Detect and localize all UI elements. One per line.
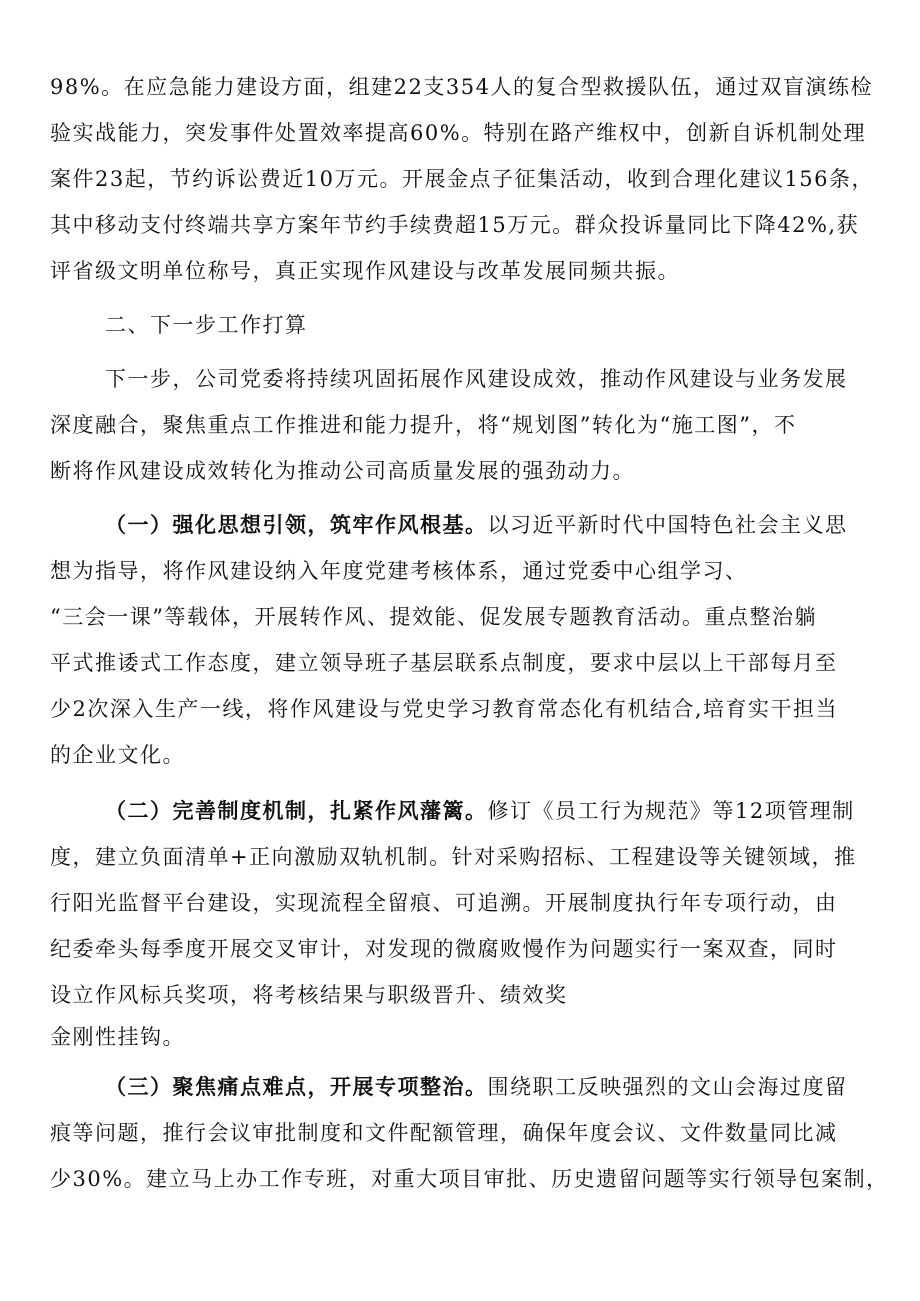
subsection-first-line — [105, 1072, 848, 1102]
subsection-text: 以习近平新时代中国特色社会主义思 — [487, 513, 848, 537]
subsection-title: （三）聚焦痛点难点，开展专项整治。 — [105, 1074, 488, 1099]
paragraph-line: 评省级文明单位称号，真正实现作风建设与改革发展同频共振。 — [50, 259, 680, 283]
paragraph-line: 金刚性挂钩。 — [50, 1025, 185, 1049]
paragraph-line: 深度融合，聚焦重点工作推进和能力提升，将“规划图”转化为“施工图”，不 — [50, 413, 797, 437]
paragraph-line: 想为指导，将作风建设纳入年度党建考核体系，通过党委中心组学习、 — [50, 559, 748, 583]
paragraph-line: 少30%。建立马上办工作专班，对重大项目审批、历史遗留问题等实行领导包案制， — [50, 1167, 889, 1191]
section-heading: 二、下一步工作打算 — [105, 313, 308, 337]
paragraph-line: 平式推诿式工作态度，建立领导班子基层联系点制度，要求中层以上干部每月至 — [50, 651, 838, 675]
paragraph-line: 案件23起，节约诉讼费近10万元。开展金点子征集活动，收到合理化建议156条， — [50, 167, 875, 191]
paragraph-line: 痕等问题，推行会议审批制度和文件配额管理，确保年度会议、文件数量同比减 — [50, 1121, 838, 1145]
subsection-text: 围绕职工反映强烈的文山会海过度留 — [487, 1075, 848, 1099]
paragraph-line: 行阳光监督平台建设，实现流程全留痕、可追溯。开展制度执行年专项行动，由 — [50, 891, 838, 915]
paragraph-line: 的企业文化。 — [50, 743, 185, 767]
paragraph-line: 下一步，公司党委将持续巩固拓展作风建设成效，推动作风建设与业务发展 — [105, 367, 848, 391]
paragraph-line: 少2次深入生产一线，将作风建设与党史学习教育常态化有机结合,培育实干担当 — [50, 697, 839, 721]
paragraph-line: “三会一课”等载体，开展转作风、提效能、促发展专题教育活动。重点整治躺 — [50, 605, 817, 629]
paragraph-line: 度，建立负面清单+正向激励双轨机制。针对采购招标、工程建设等关键领域，推 — [50, 845, 857, 869]
subsection-title: （二）完善制度机制，扎紧作风藩篱。 — [105, 798, 488, 823]
paragraph-line: 设立作风标兵奖项，将考核结果与职级晋升、绩效奖 — [50, 983, 568, 1007]
paragraph-line: 断将作风建设成效转化为推动公司高质量发展的强劲动力。 — [50, 459, 635, 483]
subsection-title: （一）强化思想引领，筑牢作风根基。 — [105, 512, 488, 537]
subsection-text: 修订《员工行为规范》等12项管理制 — [487, 799, 855, 823]
paragraph-line: 验实战能力，突发事件处置效率提高60%。特别在路产维权中，创新自诉机制处理 — [50, 121, 867, 145]
subsection-first-line — [105, 796, 855, 826]
paragraph-line: 其中移动支付终端共享方案年节约手续费超15万元。群众投诉量同比下降42%,获 — [50, 213, 860, 237]
paragraph-line: 98%。在应急能力建设方面，组建22支354人的复合型救援队伍，通过双盲演练检 — [50, 75, 873, 99]
subsection-first-line — [105, 510, 848, 540]
paragraph-line: 纪委牵头每季度开展交叉审计，对发现的微腐败慢作为问题实行一案双查，同时 — [50, 937, 838, 961]
